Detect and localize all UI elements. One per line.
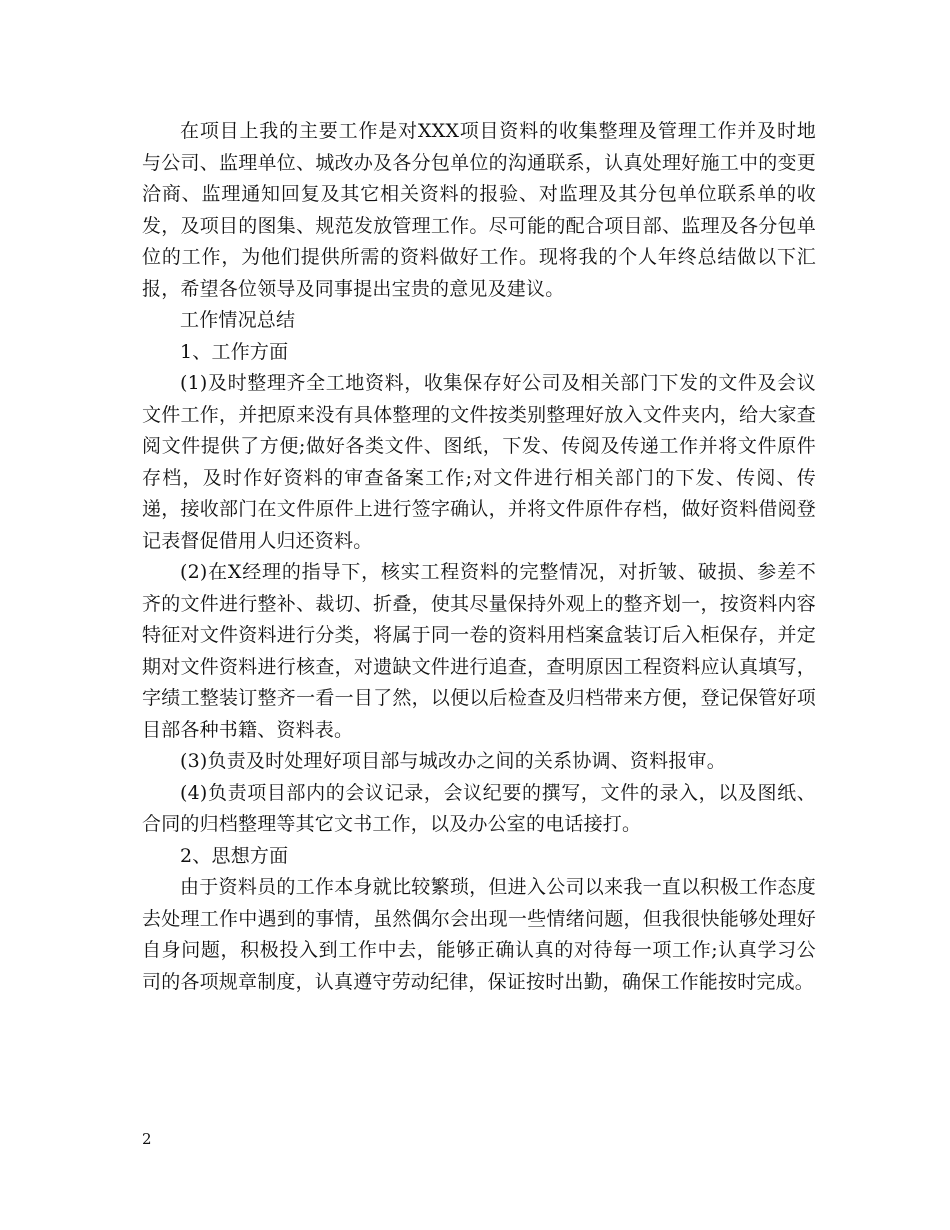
section-heading-work-summary: 工作情况总结 xyxy=(180,309,296,331)
work-item-3-paragraph: (3)负责及时处理好项目部与城改办之间的关系协调、资料报审。 xyxy=(180,750,726,772)
thought-paragraph: 由于资料员的工作本身就比较繁琐，但进入公司以来我一直以积极工作态度去处理工作中遇到的事情，虽然偶尔会出现一些情绪问题，但我很快能够处理好自身问题，积极投入到工作中去，能够正确认真的对待每一项工作;认真学习公司的各项规章制度，认真遵守劳动纪律，保证按时出勤，确保工作能按时完成。 xyxy=(142,876,816,993)
work-item-4-paragraph: (4)负责项目部内的会议记录，会议纪要的撰写，文件的录入，以及图纸、合同的归档整理等其它文书工作，以及办公室的电话接打。 xyxy=(142,781,816,835)
work-item-2-paragraph: (2)在X经理的指导下，核实工程资料的完整情况，对折皱、破损、参差不齐的文件进行整补、裁切、折叠，使其尽量保持外观上的整齐划一，按资料内容特征对文件资料进行分类，将属于同一卷的资料用档案盒装订后入柜保存，并定期对文件资料进行核查，对遗缺文件进行追查，查明原因工程资料应认真填写，字绩工整装订整齐一看一目了然，以便以后检查及归档带来方便，登记保管好项目部各种书籍、资料表。 xyxy=(142,561,816,741)
work-item-1-paragraph: (1)及时整理齐全工地资料，收集保存好公司及相关部门下发的文件及会议文件工作，并把原来没有具体整理的文件按类别整理好放入文件夹内，给大家查阅文件提供了方便;做好各类文件、图纸，下发、传阅及传递工作并将文件原件存档，及时作好资料的审查备案工作;对文件进行相关部门的下发、传阅、传递，接收部门在文件原件上进行签字确认，并将文件原件存档，做好资料借阅登记表督促借用人归还资料。 xyxy=(142,372,816,552)
document-body xyxy=(142,116,816,998)
subsection-heading-work: 1、工作方面 xyxy=(180,340,289,363)
page-number: 2 xyxy=(142,1130,152,1148)
intro-paragraph: 在项目上我的主要工作是对XXX项目资料的收集整理及管理工作并及时地与公司、监理单位、城改办及各分包单位的沟通联系，认真处理好施工中的变更洽商、监理通知回复及其它相关资料的报验、对监理及其分包单位联系单的收发，及项目的图集、规范发放管理工作。尽可能的配合项目部、监理及各分包单位的工作，为他们提供所需的资料做好工作。现将我的个人年终总结做以下汇报，希望各位领导及同事提出宝贵的意见及建议。 xyxy=(142,120,816,300)
subsection-heading-thought: 2、思想方面 xyxy=(180,844,289,867)
